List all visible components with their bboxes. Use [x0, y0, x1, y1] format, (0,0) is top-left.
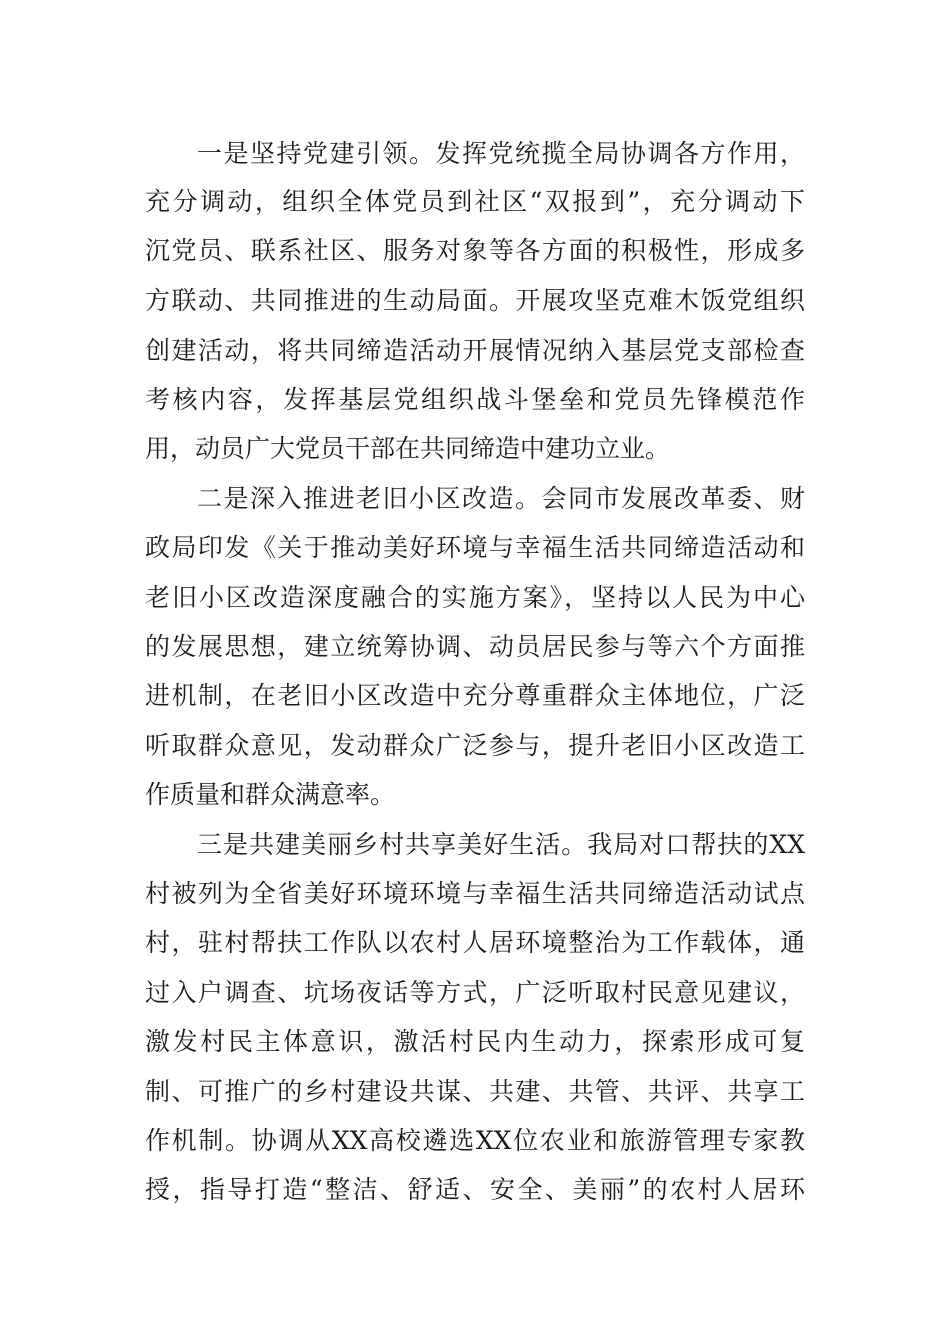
- paragraph-3-line-5: 激发村民主体意识，激活村民内生动力，探索形成可复: [145, 1027, 805, 1056]
- paragraph-2-line-5: 进机制，在老旧小区改造中充分尊重群众主体地位，广泛: [145, 681, 805, 710]
- paragraph-3-line-6: 制、可推广的乡村建设共谋、共建、共管、共评、共享工: [145, 1077, 805, 1106]
- paragraph-3-line-2: 村被列为全省美好环境环境与幸福生活共同缔造活动试点: [145, 879, 805, 908]
- paragraph-1-line-5: 创建活动，将共同缔造活动开展情况纳入基层党支部检查: [145, 336, 805, 365]
- paragraph-3-line-8: 授，指导打造“整洁、舒适、安全、美丽”的农村人居环: [145, 1175, 805, 1204]
- paragraph-1-line-7: 用，动员广大党员干部在共同缔造中建功立业。: [145, 434, 671, 463]
- paragraph-2-line-3: 老旧小区改造深度融合的实施方案》，坚持以人民为中心: [145, 583, 805, 612]
- paragraph-1-line-1: 一是坚持党建引领。发挥党统揽全局协调各方作用，: [197, 139, 805, 168]
- paragraph-2-line-7: 作质量和群众满意率。: [145, 780, 396, 809]
- paragraph-1-line-3: 沉党员、联系社区、服务对象等各方面的积极性，形成多: [145, 236, 805, 265]
- paragraph-1-line-6: 考核内容，发挥基层党组织战斗堡垒和党员先锋模范作: [145, 385, 805, 414]
- paragraph-3-line-1: 三是共建美丽乡村共享美好生活。我局对口帮扶的XX: [197, 830, 805, 859]
- paragraph-2-line-6: 听取群众意见，发动群众广泛参与，提升老旧小区改造工: [145, 731, 805, 760]
- paragraph-2-line-1: 二是深入推进老旧小区改造。会同市发展改革委、财: [197, 484, 805, 513]
- paragraph-2-line-2: 政局印发《关于推动美好环境与幸福生活共同缔造活动和: [145, 533, 805, 562]
- paragraph-1-line-4: 方联动、共同推进的生动局面。开展攻坚克难木饭党组织: [145, 286, 805, 315]
- paragraph-3-line-4: 过入户调查、坑场夜话等方式，广泛听取村民意见建议，: [145, 978, 805, 1007]
- paragraph-3-line-7: 作机制。协调从XX高校遴选XX位农业和旅游管理专家教: [145, 1126, 805, 1155]
- paragraph-2-line-4: 的发展思想，建立统筹协调、动员居民参与等六个方面推: [145, 632, 805, 661]
- paragraph-1-line-2: 充分调动，组织全体党员到社区“双报到”，充分调动下: [145, 187, 805, 216]
- paragraph-3-line-3: 村，驻村帮扶工作队以农村人居环境整治为工作载体，通: [145, 928, 805, 957]
